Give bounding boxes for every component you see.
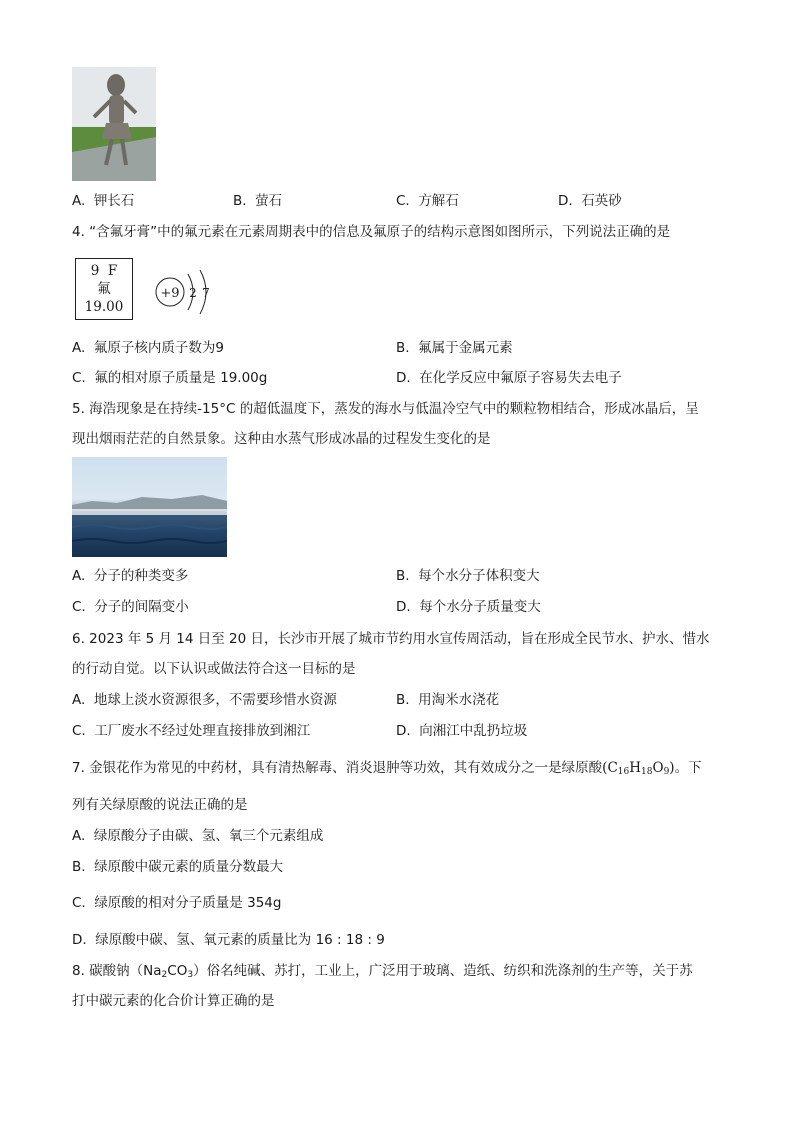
q4-option-c: C. 氟的相对原子质量是 19.00g (72, 370, 268, 386)
q6-stem-line-2: 的行动自觉。以下认识或做法符合这一目标的是 (72, 661, 356, 677)
q6-option-c: C. 工厂废水不经过处理直接排放到湘江 (72, 723, 311, 739)
nucleus-charge: +9 (160, 286, 180, 301)
q8-stem-line-1: 8. 碳酸钠$(Na_2CO_3)$俗名纯碱、苏打，工业上，广泛用于玻璃、造纸、纺织和洗涤剂的生产等，关于苏 (72, 963, 693, 980)
q4-option-b: B. 氟属于金属元素 (396, 340, 513, 356)
shell-1-electrons: 2 (189, 286, 197, 300)
q5-option-d: D. 每个水分子质量变大 (396, 599, 541, 615)
q5-stem-line-2: 现出烟雨茫茫的自然景象。这种由水蒸气形成冰晶的过程发生变化的是 (72, 431, 491, 447)
q7-stem-line-2: 列有关绿原酸的说法正确的是 (72, 797, 248, 813)
atomic-mass: 19.00 (84, 299, 124, 315)
chemical-formula: $(C_{16}H_{18}O_9)$ (602, 760, 675, 777)
q5-option-a: A. 分子的种类变多 (72, 568, 189, 584)
q6-option-b: B. 用淘米水浇花 (396, 692, 500, 708)
q6-option-a: A. 地球上淡水资源很多，不需要珍惜水资源 (72, 692, 337, 708)
q3-option-c: C. 方解石 (396, 193, 459, 209)
q3-option-d: D. 石英砂 (558, 193, 622, 209)
q8-stem-line-2: 打中碳元素的化合价计算正确的是 (72, 993, 275, 1009)
q6-option-d: D. 向湘江中乱扔垃圾 (396, 723, 528, 739)
sea-illustration (72, 457, 227, 557)
q7-stem-line-1: 7. 金银花作为常见的中药材，具有清热解毒、消炎退肿等功效，其有效成分之一是绿原酸$(C_{16}H_{18}O_9)$。下 (72, 760, 702, 777)
q7-option-b: B. 绿原酸中碳元素的质量分数最大 (72, 859, 284, 875)
periodic-table-cell (75, 258, 133, 320)
shell-2-electrons: 7 (202, 286, 210, 300)
q3-option-b: B. 萤石 (233, 193, 283, 209)
q5-option-b: B. 每个水分子体积变大 (396, 568, 540, 584)
q5-option-c: C. 分子的间隔变小 (72, 599, 189, 615)
sea-smoke-photo (72, 457, 227, 557)
atomic-number: 9 (90, 263, 100, 279)
q7-option-a: A. 绿原酸分子由碳、氢、氧三个元素组成 (72, 828, 324, 844)
q4-stem: 4. “含氟牙膏”中的氟元素在元素周期表中的信息及氟原子的结构示意图如图所示，下列说法正确的是 (72, 224, 671, 240)
element-symbol: F (107, 263, 118, 279)
q7-option-c: C. 绿原酸的相对分子质量是 354g (72, 895, 282, 911)
q7-option-d: D. 绿原酸中碳、氢、氧元素的质量比为 16 : 18 : 9 (72, 932, 385, 948)
q6-stem-line-1: 6. 2023 年 5 月 14 日至 20 日，长沙市开展了城市节约用水宣传周活动，旨在形成全民节水、护水、惜水 (72, 631, 710, 647)
q3-option-a: A. 钾长石 (72, 193, 135, 209)
element-name: 氟 (97, 281, 111, 297)
statue-photo (72, 67, 156, 181)
q5-stem-line-1: 5. 海浩现象是在持续-15°C 的超低温度下，蒸发的海水与低温冷空气中的颗粒物相结合，形成冰晶后，呈 (72, 401, 699, 417)
q4-option-a: A. 氟原子核内质子数为9 (72, 340, 224, 356)
atom-structure-diagram (150, 262, 220, 322)
statue-illustration (72, 67, 156, 181)
q4-option-d: D. 在化学反应中氟原子容易失去电子 (396, 370, 622, 386)
